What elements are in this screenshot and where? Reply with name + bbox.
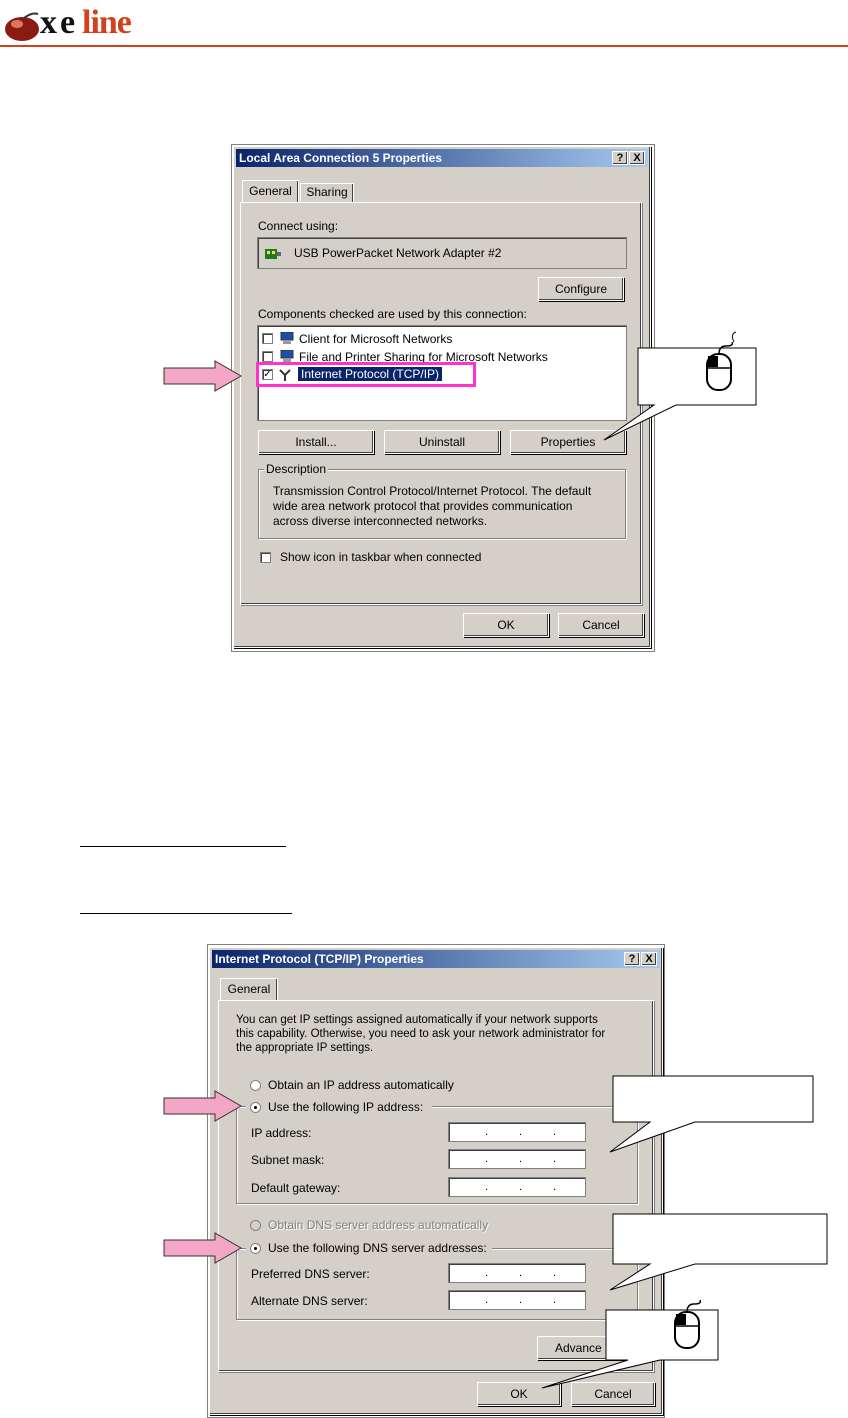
ok-button[interactable]: OK [477,1382,561,1406]
tab-general[interactable]: General [242,180,299,202]
obtain-ip-auto-radio[interactable] [250,1080,261,1091]
list-item[interactable] [262,332,602,346]
help-button[interactable]: ? [624,952,640,966]
obtain-ip-auto-label: Obtain an IP address automatically [268,1078,454,1092]
components-label: Components checked are used by this connection: [258,307,527,321]
description-label: Description [266,462,327,476]
adapter-field [257,237,627,269]
alternate-dns-input[interactable]: . . . [448,1290,586,1310]
dialog2-titlebar [212,950,660,968]
tcpip-label: Internet Protocol (TCP/IP) [298,367,442,381]
network-adapter-icon [264,247,282,261]
use-following-ip-label: Use the following IP address: [268,1100,424,1114]
connect-using-label: Connect using: [258,219,339,233]
tab-sharing[interactable]: Sharing [300,183,354,202]
logo-text-e: e [60,4,75,41]
tcpip-highlight-box [256,362,476,387]
uninstall-button[interactable]: Uninstall [384,430,500,454]
blank-callout-dns [605,1212,835,1292]
logo-text-line: line [82,4,131,41]
properties-button[interactable]: Properties [510,430,626,454]
description-line-2: wide area network protocol that provides communication [273,499,573,513]
blank-callout-ip [605,1074,825,1154]
default-gateway-label: Default gateway: [251,1181,341,1195]
use-dns-radio-row[interactable] [246,1240,492,1256]
client-checkbox[interactable] [262,333,273,344]
mouse-click-icon [672,1300,702,1352]
obtain-dns-auto-radio[interactable] [250,1220,261,1231]
pointer-arrow-icon [163,360,243,392]
mouse-callout [594,330,764,450]
advanced-button[interactable]: Advance [537,1336,637,1360]
blank-heading-line-2 [80,913,292,914]
subnet-mask-label: Subnet mask: [251,1153,325,1167]
computer-icon [280,332,294,345]
xeline-logo [0,4,200,44]
description-line-1: Transmission Control Protocol/Internet Protocol. The default [273,484,592,498]
blank-heading-line-1 [80,846,286,847]
install-button[interactable]: Install... [258,430,374,454]
use-following-dns-label: Use the following DNS server addresses: [268,1241,487,1255]
intro-line-1: You can get IP settings assigned automatically if your network supports [236,1014,598,1026]
show-icon-label: Show icon in taskbar when connected [280,550,482,564]
client-label: Client for Microsoft Networks [299,332,453,346]
ok-button[interactable]: OK [463,613,549,637]
help-button[interactable]: ? [612,151,628,165]
use-ip-radio-row[interactable] [246,1099,432,1115]
alternate-dns-label: Alternate DNS server: [251,1294,368,1308]
header-rule [0,45,848,47]
ip-address-input[interactable]: . . . [448,1122,586,1142]
mouse-click-icon [704,342,734,394]
obtain-dns-auto-label: Obtain DNS server address automatically [268,1218,489,1232]
intro-line-2: this capability. Otherwise, you need to ask your network administrator for [236,1028,606,1040]
dialog1-titlebar [236,149,648,167]
file-sharing-checkbox[interactable] [262,351,273,362]
pointer-arrow-icon [163,1090,243,1122]
pointer-arrow-icon [163,1232,243,1264]
cancel-button[interactable]: Cancel [558,613,644,637]
adapter-name: USB PowerPacket Network Adapter #2 [294,246,502,260]
dialog2-title: Internet Protocol (TCP/IP) Properties [215,952,424,966]
use-following-dns-radio[interactable] [250,1243,261,1254]
logo-ball-icon [2,12,42,42]
configure-button[interactable]: Configure [538,277,624,301]
tcpip-checkbox[interactable]: ✓ [263,369,272,380]
preferred-dns-label: Preferred DNS server: [251,1267,370,1281]
dialog1-title: Local Area Connection 5 Properties [239,151,442,165]
lan-properties-dialog [233,146,651,648]
intro-line-3: the appropriate IP settings. [236,1042,374,1054]
description-line-3: across diverse interconnected networks. [273,514,488,528]
tab-general[interactable]: General [220,978,278,1000]
subnet-mask-input[interactable]: . . . [448,1149,586,1169]
use-following-ip-radio[interactable] [250,1102,261,1113]
default-gateway-input[interactable]: . . . [448,1177,586,1197]
show-icon-checkbox[interactable] [260,552,271,563]
logo-text-x: x [40,4,56,41]
preferred-dns-input[interactable]: . . . [448,1263,586,1283]
file-sharing-label: File and Printer Sharing for Microsoft Networks [299,350,548,364]
cancel-button[interactable]: Cancel [571,1382,655,1406]
close-icon[interactable]: X [641,952,657,966]
ip-address-label: IP address: [251,1126,312,1140]
close-icon[interactable]: X [629,151,645,165]
